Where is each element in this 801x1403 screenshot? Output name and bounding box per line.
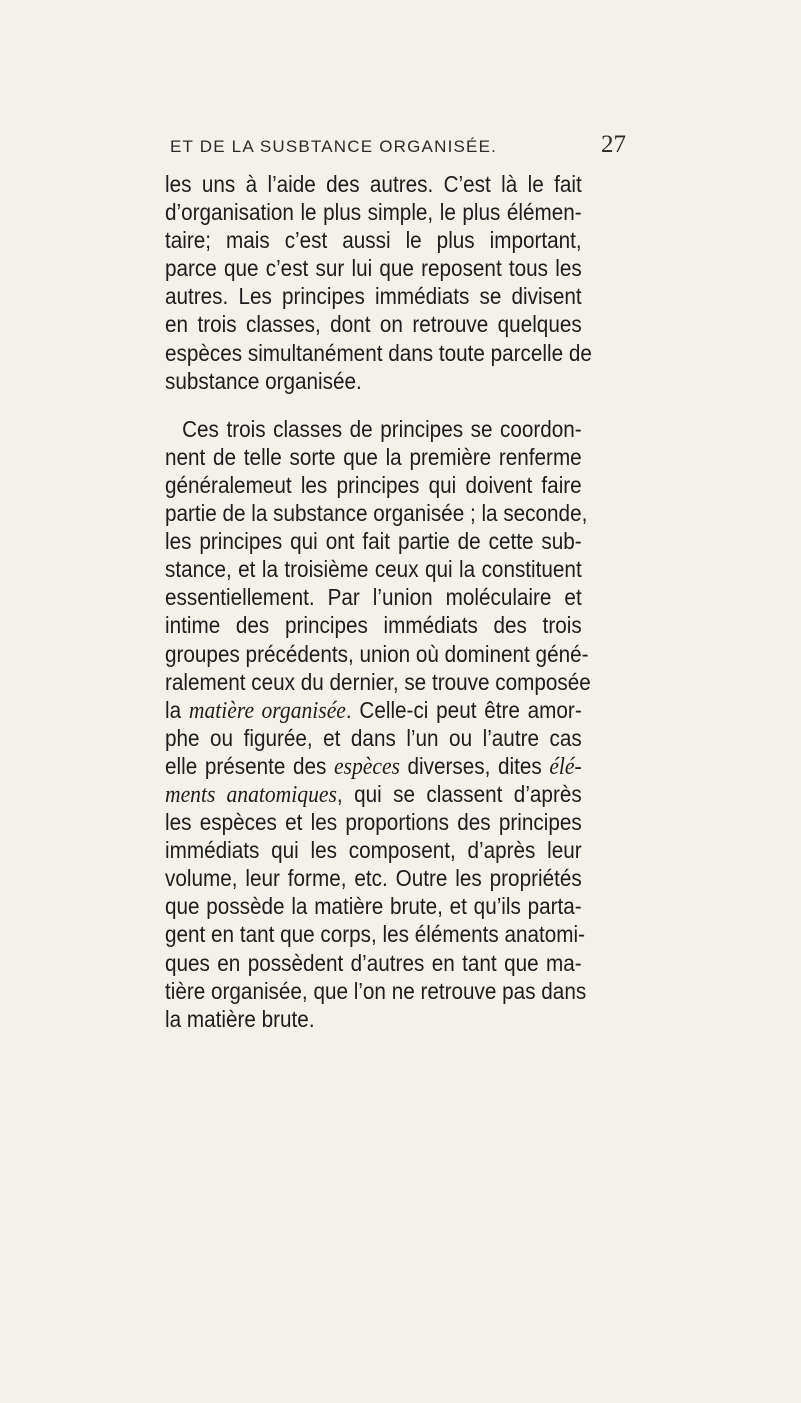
paragraph-1	[165, 170, 592, 395]
text-line: substance organisée.	[165, 367, 362, 394]
text-line: les principes qui ont fait partie de cette sub-	[165, 528, 582, 555]
text-line: intime des principes immédiats des trois	[165, 612, 582, 639]
text-line	[165, 696, 582, 724]
text-line: espèces simultanément dans toute parcelle de	[165, 339, 592, 366]
text-line: Ces trois classes de principes se coordon-	[182, 415, 582, 442]
text-line: autres. Les principes immédiats se divisent	[165, 283, 582, 310]
text-line: nent de telle sorte que la première renferme	[165, 443, 582, 470]
text-line: phe ou figurée, et dans l’un ou l’autre cas	[165, 724, 582, 751]
text-line: que possède la matière brute, et qu’ils parta-	[165, 893, 582, 920]
line-text: elle présente des	[165, 752, 327, 779]
paragraph-2	[165, 415, 591, 1033]
text-line	[165, 752, 582, 780]
text-line	[165, 780, 582, 808]
italic-term: ments anatomiques	[165, 781, 337, 808]
text-line: ques en possèdent d’autres en tant que ma-	[165, 949, 582, 976]
page-number: 27	[601, 131, 626, 158]
line-text: diverses, dites	[407, 752, 542, 779]
text-line: les uns à l’aide des autres. C’est là le fait	[165, 171, 582, 197]
running-head: ET DE LA SUSBTANCE ORGANISÉE.	[170, 137, 498, 156]
text-line: la matière brute.	[165, 1005, 315, 1032]
text-line: taire; mais c’est aussi le plus important,	[165, 227, 582, 254]
text-line: parce que c’est sur lui que reposent tous les	[165, 255, 582, 282]
text-line: stance, et la troisième ceux qui la constituent	[165, 556, 582, 583]
line-text: . Celle-ci peut être amor-	[345, 696, 582, 723]
text-line: ralement ceux du dernier, se trouve composée	[165, 668, 591, 695]
text-line: les espèces et les proportions des principes	[165, 809, 582, 836]
text-line: gent en tant que corps, les éléments anatomi-	[165, 921, 586, 948]
text-line: essentiellement. Par l’union moléculaire et	[165, 584, 582, 611]
text-line: volume, leur forme, etc. Outre les propriétés	[165, 865, 582, 892]
page-header	[170, 133, 626, 163]
line-text: , qui se classent d’après	[336, 780, 582, 807]
text-line: tière organisée, que l’on ne retrouve pas dans	[165, 977, 587, 1004]
text-line: généralemeut les principes qui doivent faire	[165, 471, 582, 498]
italic-term: matière organisée	[188, 697, 346, 724]
italic-term: élé-	[549, 753, 582, 780]
text-line: groupes précédents, union où dominent géné-	[165, 640, 589, 667]
body-text	[165, 170, 592, 1033]
line-text: la	[165, 696, 182, 723]
italic-term: espèces	[333, 753, 400, 780]
text-line: en trois classes, dont on retrouve quelques	[165, 311, 582, 338]
text-line: immédiats qui les composent, d’après leur	[165, 837, 582, 864]
text-line: d’organisation le plus simple, le plus élémen-	[165, 199, 582, 226]
text-line: partie de la substance organisée ; la seconde,	[165, 500, 588, 527]
